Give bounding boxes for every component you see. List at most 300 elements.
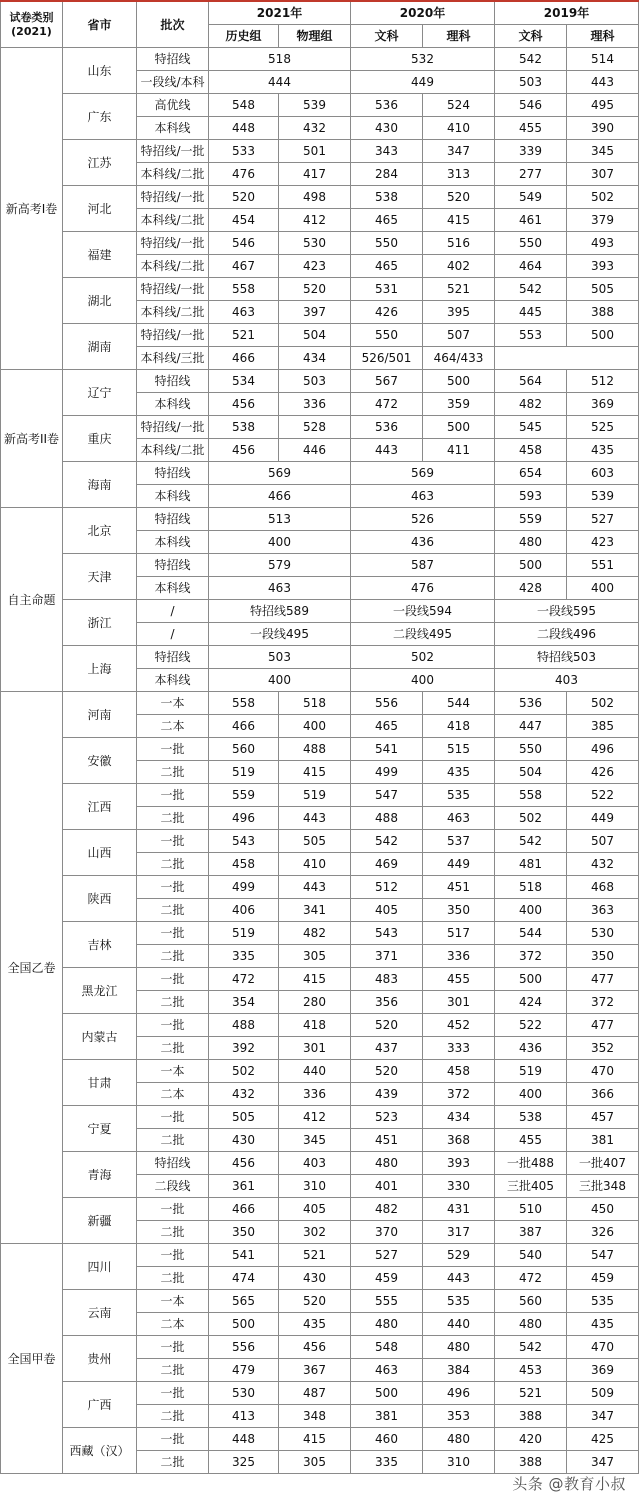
score-cell: 一批407 (567, 1152, 639, 1175)
score-cell: 556 (209, 1336, 279, 1359)
score-cell: 536 (351, 416, 423, 439)
score-cell: 393 (423, 1152, 495, 1175)
batch-cell: 本科线 (137, 531, 209, 554)
batch-cell: 二本 (137, 1083, 209, 1106)
table-row (1, 48, 639, 71)
score-cell: 458 (423, 1060, 495, 1083)
exam-type-cell: 新高考I卷 (1, 48, 63, 370)
header-2019-wen: 文科 (495, 25, 567, 48)
score-cell: 528 (279, 416, 351, 439)
score-cell: 476 (351, 577, 495, 600)
batch-cell: 二批 (137, 945, 209, 968)
score-cell: 544 (495, 922, 567, 945)
score-cell: 354 (209, 991, 279, 1014)
table-row (1, 554, 639, 577)
score-cell: 350 (567, 945, 639, 968)
score-cell: 405 (279, 1198, 351, 1221)
score-cell: 559 (495, 508, 567, 531)
score-cell: 487 (279, 1382, 351, 1405)
score-cell: 二段线496 (495, 623, 639, 646)
score-cell: 503 (495, 71, 567, 94)
exam-type-cell: 新高考II卷 (1, 370, 63, 508)
batch-cell: 二批 (137, 1037, 209, 1060)
score-cell: 456 (209, 439, 279, 462)
batch-cell: 一批 (137, 876, 209, 899)
score-cell: 339 (495, 140, 567, 163)
exam-type-cell: 全国甲卷 (1, 1244, 63, 1474)
province-cell: 云南 (63, 1290, 137, 1336)
batch-cell: 二批 (137, 1451, 209, 1474)
score-cell: 500 (495, 968, 567, 991)
header-type: 试卷类别 (2021) (1, 1, 63, 48)
score-cell: 363 (567, 899, 639, 922)
score-cell: 443 (423, 1267, 495, 1290)
score-cell: 527 (351, 1244, 423, 1267)
score-cell: 330 (423, 1175, 495, 1198)
score-cell: 483 (351, 968, 423, 991)
score-cell: 443 (279, 807, 351, 830)
score-cell: 336 (279, 1083, 351, 1106)
score-cell: 385 (567, 715, 639, 738)
score-cell: 499 (351, 761, 423, 784)
score-cell: 538 (351, 186, 423, 209)
score-cell: 472 (209, 968, 279, 991)
score-cell: 434 (423, 1106, 495, 1129)
score-cell: 402 (423, 255, 495, 278)
score-cell: 390 (567, 117, 639, 140)
score-cell: 488 (279, 738, 351, 761)
score-cell: 464/433 (423, 347, 495, 370)
score-cell: 410 (279, 853, 351, 876)
batch-cell: 一批 (137, 784, 209, 807)
score-cell: 463 (351, 485, 495, 508)
header-2021-physics: 物理组 (279, 25, 351, 48)
score-cell: 305 (279, 945, 351, 968)
batch-cell: 二批 (137, 1267, 209, 1290)
score-cell: 466 (209, 485, 351, 508)
score-cell: 一段线495 (209, 623, 351, 646)
batch-cell: / (137, 623, 209, 646)
score-cell: 470 (567, 1336, 639, 1359)
score-cell: 449 (423, 853, 495, 876)
score-cell: 439 (351, 1083, 423, 1106)
batch-cell: 特招线/一批 (137, 324, 209, 347)
score-cell: 359 (423, 393, 495, 416)
score-cell: 532 (351, 48, 495, 71)
score-cell: 512 (351, 876, 423, 899)
score-cell: 459 (567, 1267, 639, 1290)
score-cell: 424 (495, 991, 567, 1014)
score-cell: 505 (209, 1106, 279, 1129)
score-cell: 443 (351, 439, 423, 462)
score-cell: 474 (209, 1267, 279, 1290)
score-cell: 335 (351, 1451, 423, 1474)
score-cell: 521 (495, 1382, 567, 1405)
province-cell: 江苏 (63, 140, 137, 186)
batch-cell: 一本 (137, 692, 209, 715)
table-row (1, 140, 639, 163)
province-cell: 重庆 (63, 416, 137, 462)
table-row (1, 968, 639, 991)
header-2020-li: 理科 (423, 25, 495, 48)
score-cell: 558 (495, 784, 567, 807)
score-cell: 458 (209, 853, 279, 876)
score-cell: 530 (209, 1382, 279, 1405)
province-cell: 甘肃 (63, 1060, 137, 1106)
score-cell: 366 (567, 1083, 639, 1106)
score-cell: 400 (351, 669, 495, 692)
score-cell: 423 (567, 531, 639, 554)
table-row (1, 370, 639, 393)
score-cell: 564 (495, 370, 567, 393)
score-cell: 特招线589 (209, 600, 351, 623)
score-cell: 一段线595 (495, 600, 639, 623)
score-cell: 472 (351, 393, 423, 416)
score-cell: 536 (495, 692, 567, 715)
province-cell: 黑龙江 (63, 968, 137, 1014)
score-cell: 463 (423, 807, 495, 830)
score-cell: 502 (495, 807, 567, 830)
batch-cell: 一批 (137, 968, 209, 991)
score-cell: 400 (567, 577, 639, 600)
score-cell: 542 (495, 278, 567, 301)
score-cell: 446 (279, 439, 351, 462)
score-cell: 466 (209, 715, 279, 738)
score-cell: 525 (567, 416, 639, 439)
score-cell: 411 (423, 439, 495, 462)
score-cell: 428 (495, 577, 567, 600)
score-cell: 521 (279, 1244, 351, 1267)
score-cell: 353 (423, 1405, 495, 1428)
score-cell: 480 (495, 531, 567, 554)
table-row (1, 1336, 639, 1359)
province-cell: 西藏（汉） (63, 1428, 137, 1474)
table-row (1, 1060, 639, 1083)
score-cell: 521 (423, 278, 495, 301)
score-cell: 531 (351, 278, 423, 301)
score-cell: 507 (423, 324, 495, 347)
score-cell: 558 (209, 692, 279, 715)
score-cell: 507 (567, 830, 639, 853)
province-cell: 河南 (63, 692, 137, 738)
batch-cell: 本科线/二批 (137, 163, 209, 186)
batch-cell: 本科线 (137, 117, 209, 140)
score-cell: 550 (495, 232, 567, 255)
batch-cell: 高优线 (137, 94, 209, 117)
score-cell: 435 (423, 761, 495, 784)
score-cell: 345 (567, 140, 639, 163)
score-cell: 472 (495, 1267, 567, 1290)
score-cell: 535 (423, 1290, 495, 1313)
exam-type-cell: 全国乙卷 (1, 692, 63, 1244)
score-cell: 498 (279, 186, 351, 209)
score-cell: 361 (209, 1175, 279, 1198)
score-cell: 412 (279, 209, 351, 232)
score-cell: 519 (209, 922, 279, 945)
score-cell: 432 (209, 1083, 279, 1106)
score-cell: 410 (423, 117, 495, 140)
score-cell: 535 (567, 1290, 639, 1313)
score-cell: 519 (495, 1060, 567, 1083)
table-row (1, 1244, 639, 1267)
batch-cell: 一批 (137, 1428, 209, 1451)
header-2021-history: 历史组 (209, 25, 279, 48)
score-cell: 550 (351, 324, 423, 347)
score-cell: 三批405 (495, 1175, 567, 1198)
score-cell: 480 (495, 1313, 567, 1336)
score-cell: 480 (351, 1152, 423, 1175)
batch-cell: 二批 (137, 1359, 209, 1382)
batch-cell: 本科线/二批 (137, 301, 209, 324)
score-cell: 393 (567, 255, 639, 278)
province-cell: 新疆 (63, 1198, 137, 1244)
province-cell: 天津 (63, 554, 137, 600)
score-cell: 466 (209, 347, 279, 370)
score-cell: 448 (209, 1428, 279, 1451)
score-cell: 560 (209, 738, 279, 761)
score-cell: 500 (567, 324, 639, 347)
score-cell: 579 (209, 554, 351, 577)
score-cell: 420 (495, 1428, 567, 1451)
province-cell: 贵州 (63, 1336, 137, 1382)
score-cell: 435 (567, 439, 639, 462)
table-row (1, 186, 639, 209)
score-cell: 395 (423, 301, 495, 324)
score-cell: 370 (351, 1221, 423, 1244)
header-batch: 批次 (137, 1, 209, 48)
province-cell: 内蒙古 (63, 1014, 137, 1060)
score-cell: 550 (495, 738, 567, 761)
score-cell: 514 (567, 48, 639, 71)
batch-cell: 二批 (137, 899, 209, 922)
score-cell: 541 (209, 1244, 279, 1267)
batch-cell: 一批 (137, 1382, 209, 1405)
score-cell: 301 (279, 1037, 351, 1060)
score-cell: 477 (567, 968, 639, 991)
score-cell: 550 (351, 232, 423, 255)
score-cell: 432 (567, 853, 639, 876)
score-cell: 524 (423, 94, 495, 117)
table-row (1, 1152, 639, 1175)
province-cell: 辽宁 (63, 370, 137, 416)
table-row (1, 278, 639, 301)
score-cell: 464 (495, 255, 567, 278)
batch-cell: 一批 (137, 1014, 209, 1037)
batch-cell: 一批 (137, 738, 209, 761)
score-cell: 372 (495, 945, 567, 968)
score-cell: 336 (423, 945, 495, 968)
batch-cell: 特招线/一批 (137, 232, 209, 255)
score-cell: 400 (209, 531, 351, 554)
batch-cell: 一批 (137, 1106, 209, 1129)
score-cell: 310 (279, 1175, 351, 1198)
province-cell: 宁夏 (63, 1106, 137, 1152)
score-cell: 569 (351, 462, 495, 485)
table-row (1, 1106, 639, 1129)
table-row (1, 646, 639, 669)
score-cell: 326 (567, 1221, 639, 1244)
score-cell: 540 (495, 1244, 567, 1267)
score-cell: 539 (279, 94, 351, 117)
score-cell: 542 (495, 1336, 567, 1359)
score-cell: 517 (423, 922, 495, 945)
score-cell: 415 (423, 209, 495, 232)
score-cell: 501 (279, 140, 351, 163)
score-cell: 455 (423, 968, 495, 991)
score-cell: 310 (423, 1451, 495, 1474)
score-cell: 503 (209, 646, 351, 669)
score-cell: 348 (279, 1405, 351, 1428)
table-row (1, 324, 639, 347)
province-cell: 上海 (63, 646, 137, 692)
batch-cell: 本科线/二批 (137, 439, 209, 462)
score-cell: 430 (351, 117, 423, 140)
score-cell: 350 (423, 899, 495, 922)
score-cell: 469 (351, 853, 423, 876)
table-row (1, 1198, 639, 1221)
score-cell: 559 (209, 784, 279, 807)
score-cell: 529 (423, 1244, 495, 1267)
score-cell: 496 (567, 738, 639, 761)
table-row (1, 738, 639, 761)
province-cell: 湖北 (63, 278, 137, 324)
score-cell: 500 (351, 1382, 423, 1405)
table-row (1, 600, 639, 623)
score-cell: 466 (209, 1198, 279, 1221)
score-cell: 546 (209, 232, 279, 255)
score-cell: 513 (209, 508, 351, 531)
batch-cell: 二批 (137, 1405, 209, 1428)
score-cell: 453 (495, 1359, 567, 1382)
score-cell: 500 (495, 554, 567, 577)
score-cell: 325 (209, 1451, 279, 1474)
score-cell: 317 (423, 1221, 495, 1244)
table-row (1, 232, 639, 255)
score-cell: 350 (209, 1221, 279, 1244)
batch-cell: 一本 (137, 1290, 209, 1313)
score-cell: 523 (351, 1106, 423, 1129)
batch-cell: 特招线/一批 (137, 186, 209, 209)
batch-cell: 特招线 (137, 370, 209, 393)
score-cell: 496 (423, 1382, 495, 1405)
batch-cell: 一批 (137, 1244, 209, 1267)
score-cell: 388 (567, 301, 639, 324)
score-cell: 493 (567, 232, 639, 255)
batch-cell: 一批 (137, 1198, 209, 1221)
score-cell: 一段线594 (351, 600, 495, 623)
score-cell: 347 (567, 1451, 639, 1474)
score-cell: 509 (567, 1382, 639, 1405)
batch-cell: 本科线/二批 (137, 255, 209, 278)
score-cell: 454 (209, 209, 279, 232)
header-2021: 2021年 (209, 1, 351, 25)
score-cell: 412 (279, 1106, 351, 1129)
score-cell: 313 (423, 163, 495, 186)
batch-cell: 一批 (137, 1336, 209, 1359)
exam-type-cell: 自主命题 (1, 508, 63, 692)
province-cell: 河北 (63, 186, 137, 232)
batch-cell: 特招线 (137, 48, 209, 71)
score-cell: 415 (279, 1428, 351, 1451)
table-row (1, 876, 639, 899)
score-cell: 447 (495, 715, 567, 738)
score-cell: 519 (209, 761, 279, 784)
score-cell: 465 (351, 255, 423, 278)
score-cell: 430 (279, 1267, 351, 1290)
score-cell: 415 (279, 968, 351, 991)
score-cell: 413 (209, 1405, 279, 1428)
batch-cell: 一本 (137, 1060, 209, 1083)
score-cell: 500 (423, 370, 495, 393)
score-cell: 345 (279, 1129, 351, 1152)
score-cell: 463 (209, 577, 351, 600)
score-cell: 392 (209, 1037, 279, 1060)
table-row (1, 692, 639, 715)
score-cell: 551 (567, 554, 639, 577)
score-cell: 504 (495, 761, 567, 784)
score-cell: 388 (495, 1405, 567, 1428)
score-cell: 432 (279, 117, 351, 140)
province-cell: 北京 (63, 508, 137, 554)
score-cell: 463 (351, 1359, 423, 1382)
score-cell: 526 (351, 508, 495, 531)
score-cell: 406 (209, 899, 279, 922)
score-cell: 451 (423, 876, 495, 899)
score-cell: 538 (495, 1106, 567, 1129)
header-2020: 2020年 (351, 1, 495, 25)
score-cell: 445 (495, 301, 567, 324)
score-cell: 463 (209, 301, 279, 324)
score-cell: 587 (351, 554, 495, 577)
score-cell: 418 (279, 1014, 351, 1037)
score-cell: 495 (567, 94, 639, 117)
batch-cell: 二批 (137, 991, 209, 1014)
table-row (1, 416, 639, 439)
score-cell: 372 (567, 991, 639, 1014)
score-cell: 二段线495 (351, 623, 495, 646)
batch-cell: 本科线 (137, 485, 209, 508)
table-row (1, 922, 639, 945)
score-cell: 467 (209, 255, 279, 278)
score-cell: 482 (279, 922, 351, 945)
batch-cell: / (137, 600, 209, 623)
score-cell: 一批488 (495, 1152, 567, 1175)
province-cell: 山西 (63, 830, 137, 876)
score-cell: 367 (279, 1359, 351, 1382)
score-cell: 347 (567, 1405, 639, 1428)
score-cell: 三批348 (567, 1175, 639, 1198)
score-cell: 405 (351, 899, 423, 922)
score-cell: 565 (209, 1290, 279, 1313)
table-row (1, 462, 639, 485)
table-row (1, 784, 639, 807)
score-cell: 512 (567, 370, 639, 393)
score-cell: 430 (209, 1129, 279, 1152)
header-2019: 2019年 (495, 1, 639, 25)
score-cell: 502 (209, 1060, 279, 1083)
score-cell: 502 (351, 646, 495, 669)
header-province: 省市 (63, 1, 137, 48)
score-cell: 455 (495, 1129, 567, 1152)
watermark: 头条 @教育小叔 (512, 1475, 626, 1493)
batch-cell: 特招线 (137, 1152, 209, 1175)
score-cell: 457 (567, 1106, 639, 1129)
score-cell: 335 (209, 945, 279, 968)
score-cell: 436 (351, 531, 495, 554)
score-cell: 352 (567, 1037, 639, 1060)
score-cell: 520 (279, 1290, 351, 1313)
score-cell: 456 (209, 393, 279, 416)
